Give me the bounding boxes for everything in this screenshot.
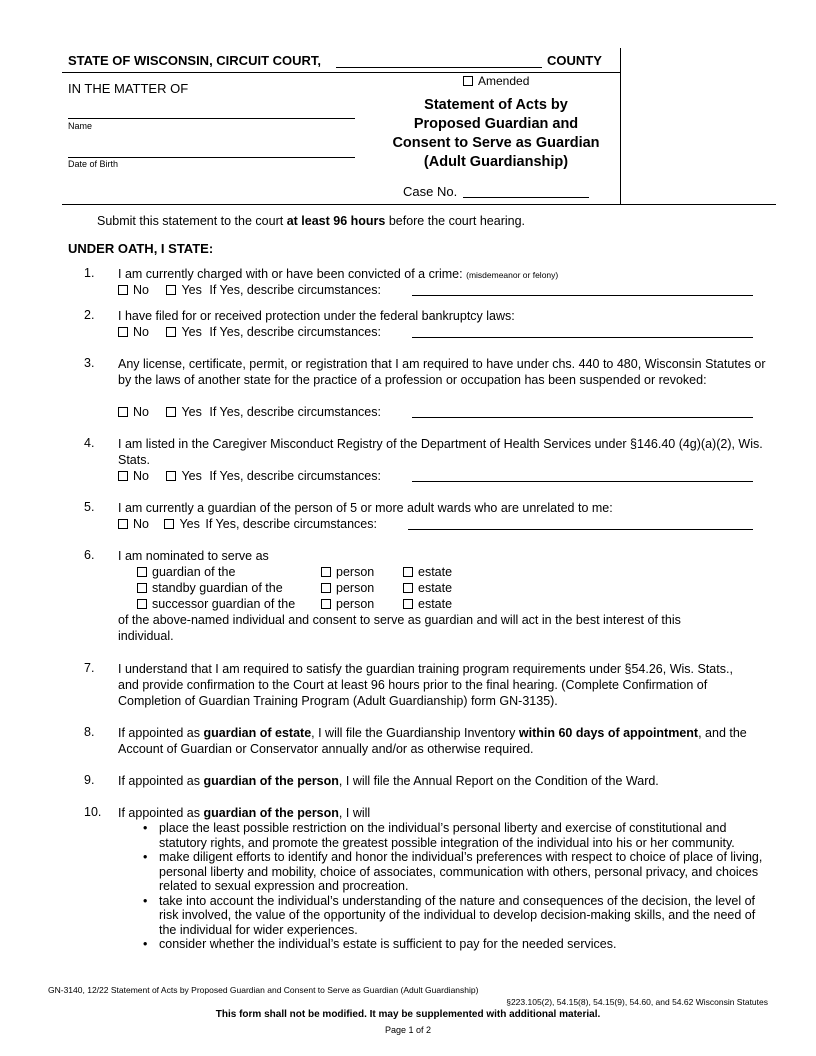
role-successor-checkbox[interactable] xyxy=(137,599,147,609)
item-4-no-label: No xyxy=(133,469,149,483)
item-1-no-label: No xyxy=(133,283,149,297)
role-standby-person-label: person xyxy=(336,581,375,595)
item-3-no-checkbox[interactable] xyxy=(118,407,128,417)
role-guardian-person-label: person xyxy=(336,565,375,579)
item-3-yes-checkbox[interactable] xyxy=(166,407,176,417)
item-3-describe-label: If Yes, describe circumstances: xyxy=(209,405,381,419)
item-2-options xyxy=(118,324,381,340)
item-3-options xyxy=(118,404,381,420)
item-2-number: 2. xyxy=(84,308,95,322)
role-guardian[interactable] xyxy=(137,564,235,580)
item-10-number: 10. xyxy=(84,805,102,819)
role-guardian-person[interactable] xyxy=(321,564,374,580)
role-successor-person-label: person xyxy=(336,597,375,611)
item-2-text: I have filed for or received protection under the federal bankruptcy laws: xyxy=(118,309,515,323)
amended-option[interactable] xyxy=(463,74,529,88)
item-8-bold-1: guardian of estate xyxy=(203,726,312,740)
item-5-yes-checkbox[interactable] xyxy=(164,519,174,529)
case-no-label: Case No. xyxy=(403,184,458,199)
item-3-text: Any license, certificate, permit, or registration that I am required to have under chs. 440 to 480, Wisconsin Statutes or by the laws of another state for the practice of a profession or occupation has been suspended or revoked: xyxy=(118,357,766,387)
item-8-pre: If appointed as xyxy=(118,726,204,740)
item-9-number: 9. xyxy=(84,773,95,787)
item-2-describe-label: If Yes, describe circumstances: xyxy=(209,325,381,339)
court-suffix: COUNTY xyxy=(547,53,602,68)
role-guardian-estate-label: estate xyxy=(418,565,453,579)
item-4-yes-checkbox[interactable] xyxy=(166,471,176,481)
item-4-describe-label: If Yes, describe circumstances: xyxy=(209,469,381,483)
item-4-yes-label: Yes xyxy=(181,469,202,483)
dob-field[interactable] xyxy=(68,157,355,158)
item-3-number: 3. xyxy=(84,356,95,370)
item-1-no-checkbox[interactable] xyxy=(118,285,128,295)
role-successor-person[interactable] xyxy=(321,596,374,612)
item-1-statement: I am currently charged with or have been convicted of a crime: xyxy=(118,267,463,281)
item-8-number: 8. xyxy=(84,725,95,739)
footer-statutes: §223.105(2), 54.15(8), 54.15(9), 54.60, and 54.62 Wisconsin Statutes xyxy=(506,997,768,1007)
role-standby-checkbox[interactable] xyxy=(137,583,147,593)
item-7-number: 7. xyxy=(84,661,95,675)
title-line-3: Consent to Serve as Guardian xyxy=(392,135,600,151)
item-1-number: 1. xyxy=(84,266,95,280)
item-2-no-label: No xyxy=(133,325,149,339)
role-successor-estate-checkbox[interactable] xyxy=(403,599,413,609)
item-9-pre: If appointed as xyxy=(118,774,204,788)
item-4-options xyxy=(118,468,381,484)
amended-label: Amended xyxy=(478,74,530,88)
item-9-text xyxy=(118,773,768,789)
item-9-post: , I will file the Annual Report on the Condition of the Ward. xyxy=(338,774,659,788)
item-1-yes-checkbox[interactable] xyxy=(166,285,176,295)
item-2-describe-field[interactable] xyxy=(412,337,753,338)
title-line-1: Statement of Acts by xyxy=(424,97,568,113)
dob-label: Date of Birth xyxy=(68,159,119,169)
role-standby-person[interactable] xyxy=(321,580,374,596)
item-5-no-checkbox[interactable] xyxy=(118,519,128,529)
footer-form-id: GN-3140, 12/22 Statement of Acts by Proposed Guardian and Consent to Serve as Guardian (Adult Guardianship) xyxy=(48,985,479,995)
item-5-text: I am currently a guardian of the person of 5 or more adult wards who are unrelated to me: xyxy=(118,501,613,515)
item-3-no-label: No xyxy=(133,405,149,419)
item-3-describe-field[interactable] xyxy=(412,417,753,418)
item-4-describe-field[interactable] xyxy=(412,481,753,482)
county-field[interactable] xyxy=(336,67,542,68)
title-line-4: (Adult Guardianship) xyxy=(423,154,569,170)
role-standby-label: standby guardian of the xyxy=(152,581,283,595)
role-guardian-label: guardian of the xyxy=(152,565,236,579)
role-standby-person-checkbox[interactable] xyxy=(321,583,331,593)
case-no-field[interactable] xyxy=(463,197,589,198)
item-7-text: I understand that I am required to satisfy the guardian training program requirements under §54.26, Wis. Stats., and provide confirmation to the Court at least 96 hours prior to the final hearing. (Complete Confirmation of Completion of Guardian Training Program (Adult Guardianship) form GN-3135). xyxy=(118,662,733,708)
role-guardian-person-checkbox[interactable] xyxy=(321,567,331,577)
oath-heading: UNDER OATH, I STATE: xyxy=(68,241,214,256)
title-line-2: Proposed Guardian and xyxy=(413,116,579,132)
item-4-text: I am listed in the Caregiver Misconduct Registry of the Department of Health Services under §146.40 (4g)(a)(2), Wis. Stats. xyxy=(118,437,763,467)
item-6-consent: of the above-named individual and consent to serve as guardian and will act in the best interest of this individual. xyxy=(118,613,681,643)
role-guardian-estate-checkbox[interactable] xyxy=(403,567,413,577)
amended-checkbox[interactable] xyxy=(463,76,473,86)
item-4-no-checkbox[interactable] xyxy=(118,471,128,481)
item-5-yes-label: Yes xyxy=(179,517,200,531)
item-2-no-checkbox[interactable] xyxy=(118,327,128,337)
item-10-bold: guardian of the person xyxy=(203,806,339,820)
role-standby-estate-label: estate xyxy=(418,581,453,595)
item-1-describe-field[interactable] xyxy=(412,295,753,296)
item-6-number: 6. xyxy=(84,548,95,562)
header-rule-top xyxy=(62,72,620,73)
bullet-3: • take into account the individual’s understanding of the nature and consequences of the decision, the level of risk involved, the value of the opportunity of the individual to develop decision-making skills, and the need of the individual for wider experiences. xyxy=(159,894,771,938)
role-standby[interactable] xyxy=(137,580,283,596)
item-9-bold: guardian of the person xyxy=(203,774,339,788)
item-1-text xyxy=(118,266,768,283)
item-5-options xyxy=(118,516,377,532)
court-prefix: STATE OF WISCONSIN, CIRCUIT COURT, xyxy=(68,53,322,68)
role-successor-label: successor guardian of the xyxy=(152,597,296,611)
item-6-text: I am nominated to serve as xyxy=(118,549,269,563)
bullet-1: • place the least possible restriction on the individual’s personal liberty and exercise of constitutional and statutory rights, and promote the greatest possible integration of the individual into his or her community. xyxy=(159,821,771,850)
role-successor[interactable] xyxy=(137,596,295,612)
bullet-4: • consider whether the individual’s estate is sufficient to pay for the needed services. xyxy=(159,937,771,952)
role-successor-estate-label: estate xyxy=(418,597,453,611)
item-2-yes-checkbox[interactable] xyxy=(166,327,176,337)
item-5-describe-label: If Yes, describe circumstances: xyxy=(205,517,377,531)
item-3-yes-label: Yes xyxy=(181,405,202,419)
item-5-describe-field[interactable] xyxy=(408,529,753,530)
item-10-pre: If appointed as xyxy=(118,806,204,820)
role-successor-estate[interactable] xyxy=(403,596,452,612)
name-field[interactable] xyxy=(68,118,355,119)
in-matter-label: IN THE MATTER OF xyxy=(68,81,189,96)
bullet-2: • make diligent efforts to identify and honor the individual’s preferences with respect to choice of place of living, personal liberty and mobility, choice of associates, communication with others, personal privacy, and choices related to sexual expression and procreation. xyxy=(159,850,771,894)
intro-pre: Submit this statement to the court xyxy=(97,214,287,228)
header-rule-bottom xyxy=(62,204,776,205)
item-5-number: 5. xyxy=(84,500,95,514)
item-8-mid: , I will file the Guardianship Inventory xyxy=(311,726,519,740)
name-label: Name xyxy=(68,121,93,131)
role-successor-person-checkbox[interactable] xyxy=(321,599,331,609)
item-8-bold-2: within 60 days of appointment xyxy=(518,726,699,740)
form-title xyxy=(370,96,622,172)
item-8-post: , and the Account of Guardian or Conservator annually and/or as otherwise required. xyxy=(118,726,747,756)
intro-text xyxy=(97,214,525,228)
intro-bold: at least 96 hours xyxy=(286,214,386,228)
item-1-options xyxy=(118,282,381,298)
footer-page-number: Page 1 of 2 xyxy=(384,1025,432,1035)
footer-notice: This form shall not be modified. It may be supplemented with additional material. xyxy=(215,1009,601,1020)
item-2-yes-label: Yes xyxy=(181,325,202,339)
item-4-number: 4. xyxy=(84,436,95,450)
role-guardian-estate[interactable] xyxy=(403,564,452,580)
item-5-no-label: No xyxy=(133,517,149,531)
role-guardian-checkbox[interactable] xyxy=(137,567,147,577)
item-1-yes-label: Yes xyxy=(181,283,202,297)
item-1-describe-label: If Yes, describe circumstances: xyxy=(209,283,381,297)
role-standby-estate-checkbox[interactable] xyxy=(403,583,413,593)
item-1-note: (misdemeanor or felony) xyxy=(466,270,559,280)
item-10-post: , I will xyxy=(338,806,371,820)
item-8-text xyxy=(118,725,768,757)
item-10-bullets xyxy=(159,821,771,952)
intro-post: before the court hearing. xyxy=(385,214,526,228)
role-standby-estate[interactable] xyxy=(403,580,452,596)
item-10-text xyxy=(118,805,768,821)
